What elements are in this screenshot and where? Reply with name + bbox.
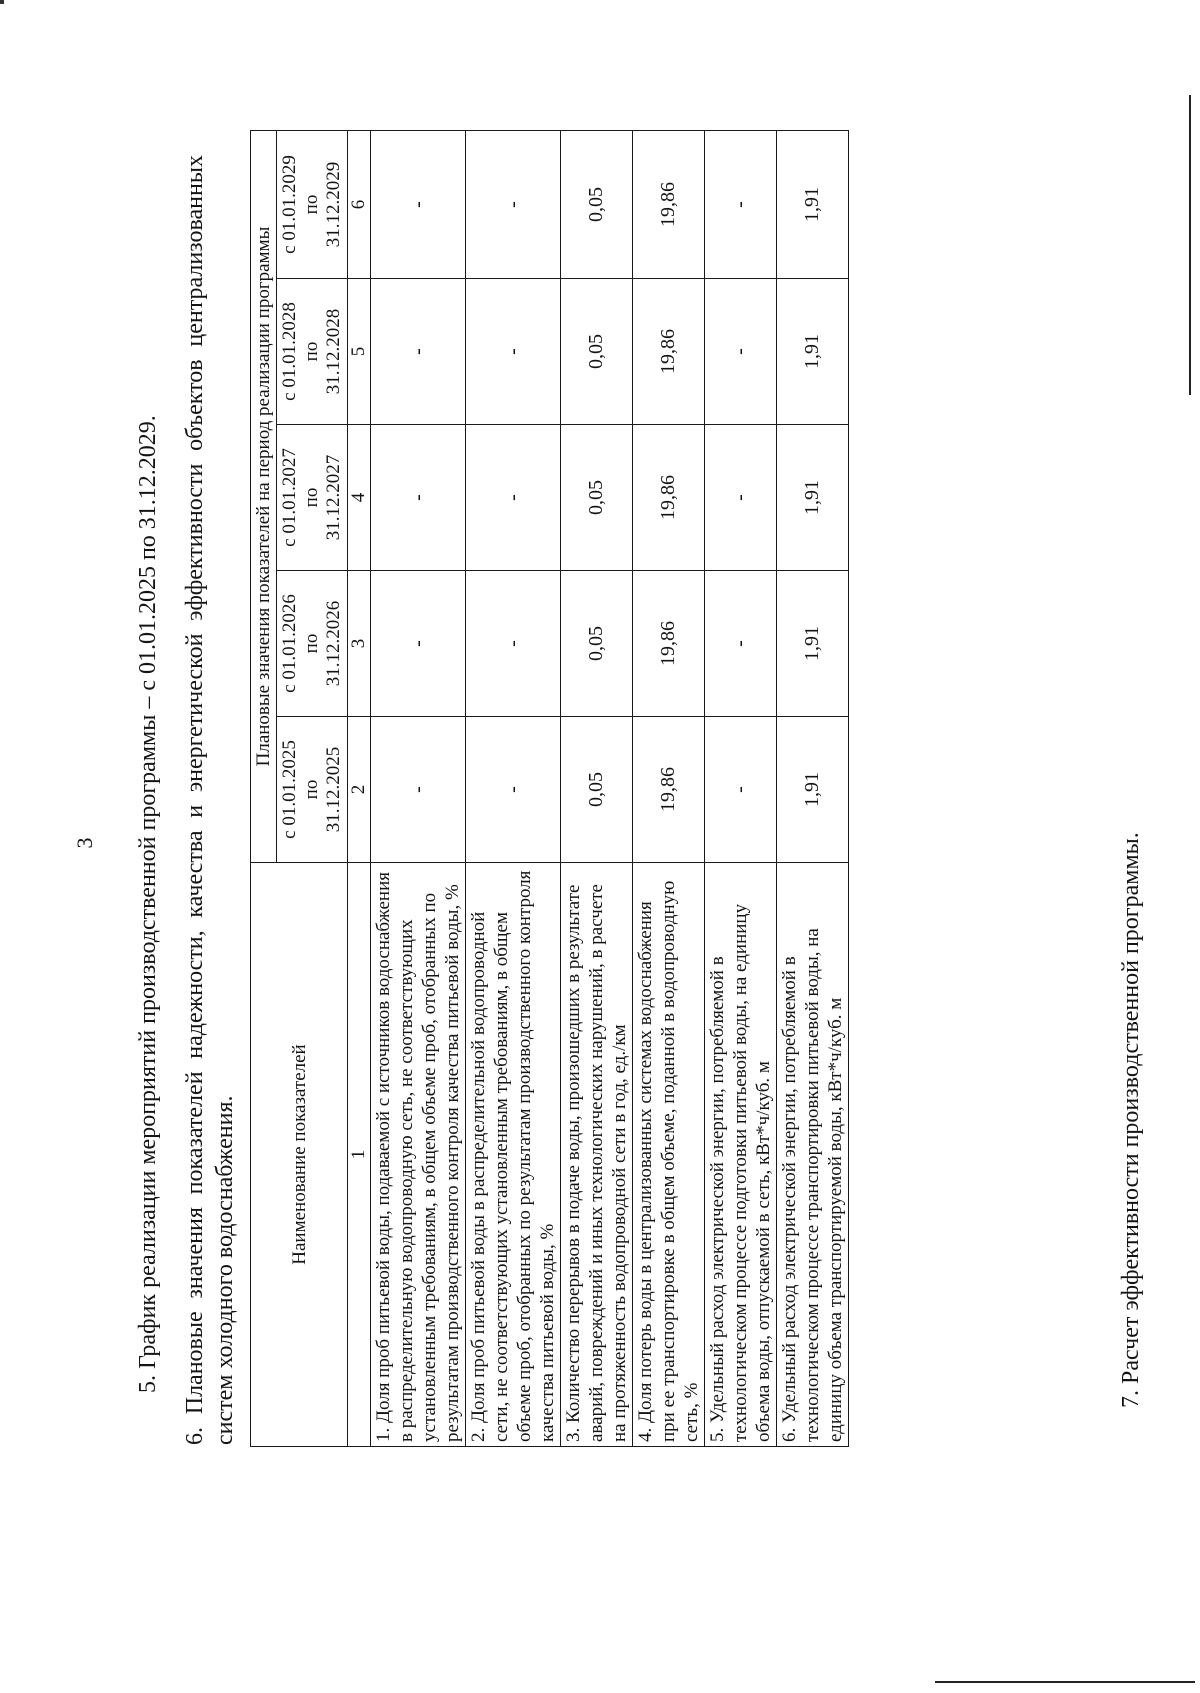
indicator-value: - [371, 131, 466, 279]
indicator-value: - [705, 425, 777, 571]
indicator-value: 19,86 [633, 571, 705, 717]
indicator-value: - [466, 425, 561, 571]
column-number: 5 [348, 279, 371, 425]
indicator-value: - [466, 571, 561, 717]
column-number-row [348, 131, 371, 1447]
header-period-4: с 01.01.2028 по 31.12.2028 [277, 279, 348, 425]
table-row [777, 131, 849, 1447]
corner-mark [0, 0, 4, 4]
edge-rule-right [1189, 95, 1191, 395]
section-7-heading: 7. Расчет эффективности производственной программы. [1118, 832, 1144, 1408]
section-6-heading: 6. Плановые значения показателей надежности, качества и энергетической эффективности объектов централизованных систем холодного водоснабжения. [182, 155, 238, 1445]
indicator-value: - [371, 717, 466, 863]
table-row [705, 131, 777, 1447]
table-row [633, 131, 705, 1447]
column-number: 2 [348, 717, 371, 863]
table-row [371, 131, 466, 1447]
header-name: Наименование показателей [251, 863, 348, 1447]
indicator-value: - [466, 279, 561, 425]
indicator-value: - [371, 279, 466, 425]
column-number: 1 [348, 863, 371, 1447]
indicator-name: 1. Доля проб питьевой воды, подаваемой с источников водоснабжения в распределительную водопроводную сеть, не соответствующих установленным требованиям, в общем объеме проб, отобранных по результатам производственного контроля качества питьевой воды, % [371, 863, 466, 1447]
header-period-5: с 01.01.2029 по 31.12.2029 [277, 131, 348, 279]
indicator-value: 1,91 [777, 279, 849, 425]
indicator-value: - [371, 571, 466, 717]
header-period-2: с 01.01.2026 по 31.12.2026 [277, 571, 348, 717]
indicator-value: 0,05 [561, 717, 633, 863]
indicator-value: 0,05 [561, 279, 633, 425]
column-number: 6 [348, 131, 371, 279]
table-header-row-1 [251, 131, 277, 1447]
indicator-value: 19,86 [633, 131, 705, 279]
indicator-value: 1,91 [777, 571, 849, 717]
indicator-value: - [705, 131, 777, 279]
indicator-value: - [705, 717, 777, 863]
indicator-value: 0,05 [561, 131, 633, 279]
header-period-3: с 01.01.2027 по 31.12.2027 [277, 425, 348, 571]
indicator-value: 19,86 [633, 717, 705, 863]
indicator-name: 3. Количество перерывов в подаче воды, произошедших в результате аварий, повреждений и иных технологических нарушений, в расчете на протяженность водопроводной сети в год, ед./км [561, 863, 633, 1447]
header-period-1: с 01.01.2025 по 31.12.2025 [277, 717, 348, 863]
edge-rule-bottom [935, 1681, 1195, 1683]
column-number: 3 [348, 571, 371, 717]
page-number: 3 [72, 837, 97, 849]
indicator-value: - [705, 571, 777, 717]
header-group: Плановые значения показателей на период реализации программы [251, 131, 277, 863]
indicator-value: - [466, 131, 561, 279]
indicator-value: 1,91 [777, 717, 849, 863]
indicator-name: 2. Доля проб питьевой воды в распределительной водопроводной сети, не соответствующих установленным требованиям, в общем объеме проб, отобранных по результатам производственного контроля качества питьевой воды, % [466, 863, 561, 1447]
indicator-name: 5. Удельный расход электрической энергии, потребляемой в технологическом процессе подготовки питьевой воды, на единицу объема воды, отпускаемой в сеть, кВт*ч/куб. м [705, 863, 777, 1447]
table-row [561, 131, 633, 1447]
indicator-value: 19,86 [633, 279, 705, 425]
indicator-value: 0,05 [561, 571, 633, 717]
column-number: 4 [348, 425, 371, 571]
table-row [466, 131, 561, 1447]
indicator-value: - [466, 717, 561, 863]
section-5-heading: 5. График реализации мероприятий производственной программы – с 01.01.2025 по 31.12.2029. [135, 415, 161, 1393]
indicator-value: 1,91 [777, 425, 849, 571]
indicator-name: 4. Доля потерь воды в централизованных системах водоснабжения при ее транспортировке в общем объеме, поданной в водопроводную сеть, % [633, 863, 705, 1447]
indicator-value: - [371, 425, 466, 571]
indicator-value: - [705, 279, 777, 425]
indicator-value: 1,91 [777, 131, 849, 279]
indicator-value: 19,86 [633, 425, 705, 571]
indicators-table [250, 130, 849, 1447]
indicator-value: 0,05 [561, 425, 633, 571]
indicator-name: 6. Удельный расход электрической энергии, потребляемой в технологическом процессе транспортировки питьевой воды, на единицу объема транспортируемой воды, кВт*ч/куб. м [777, 863, 849, 1447]
